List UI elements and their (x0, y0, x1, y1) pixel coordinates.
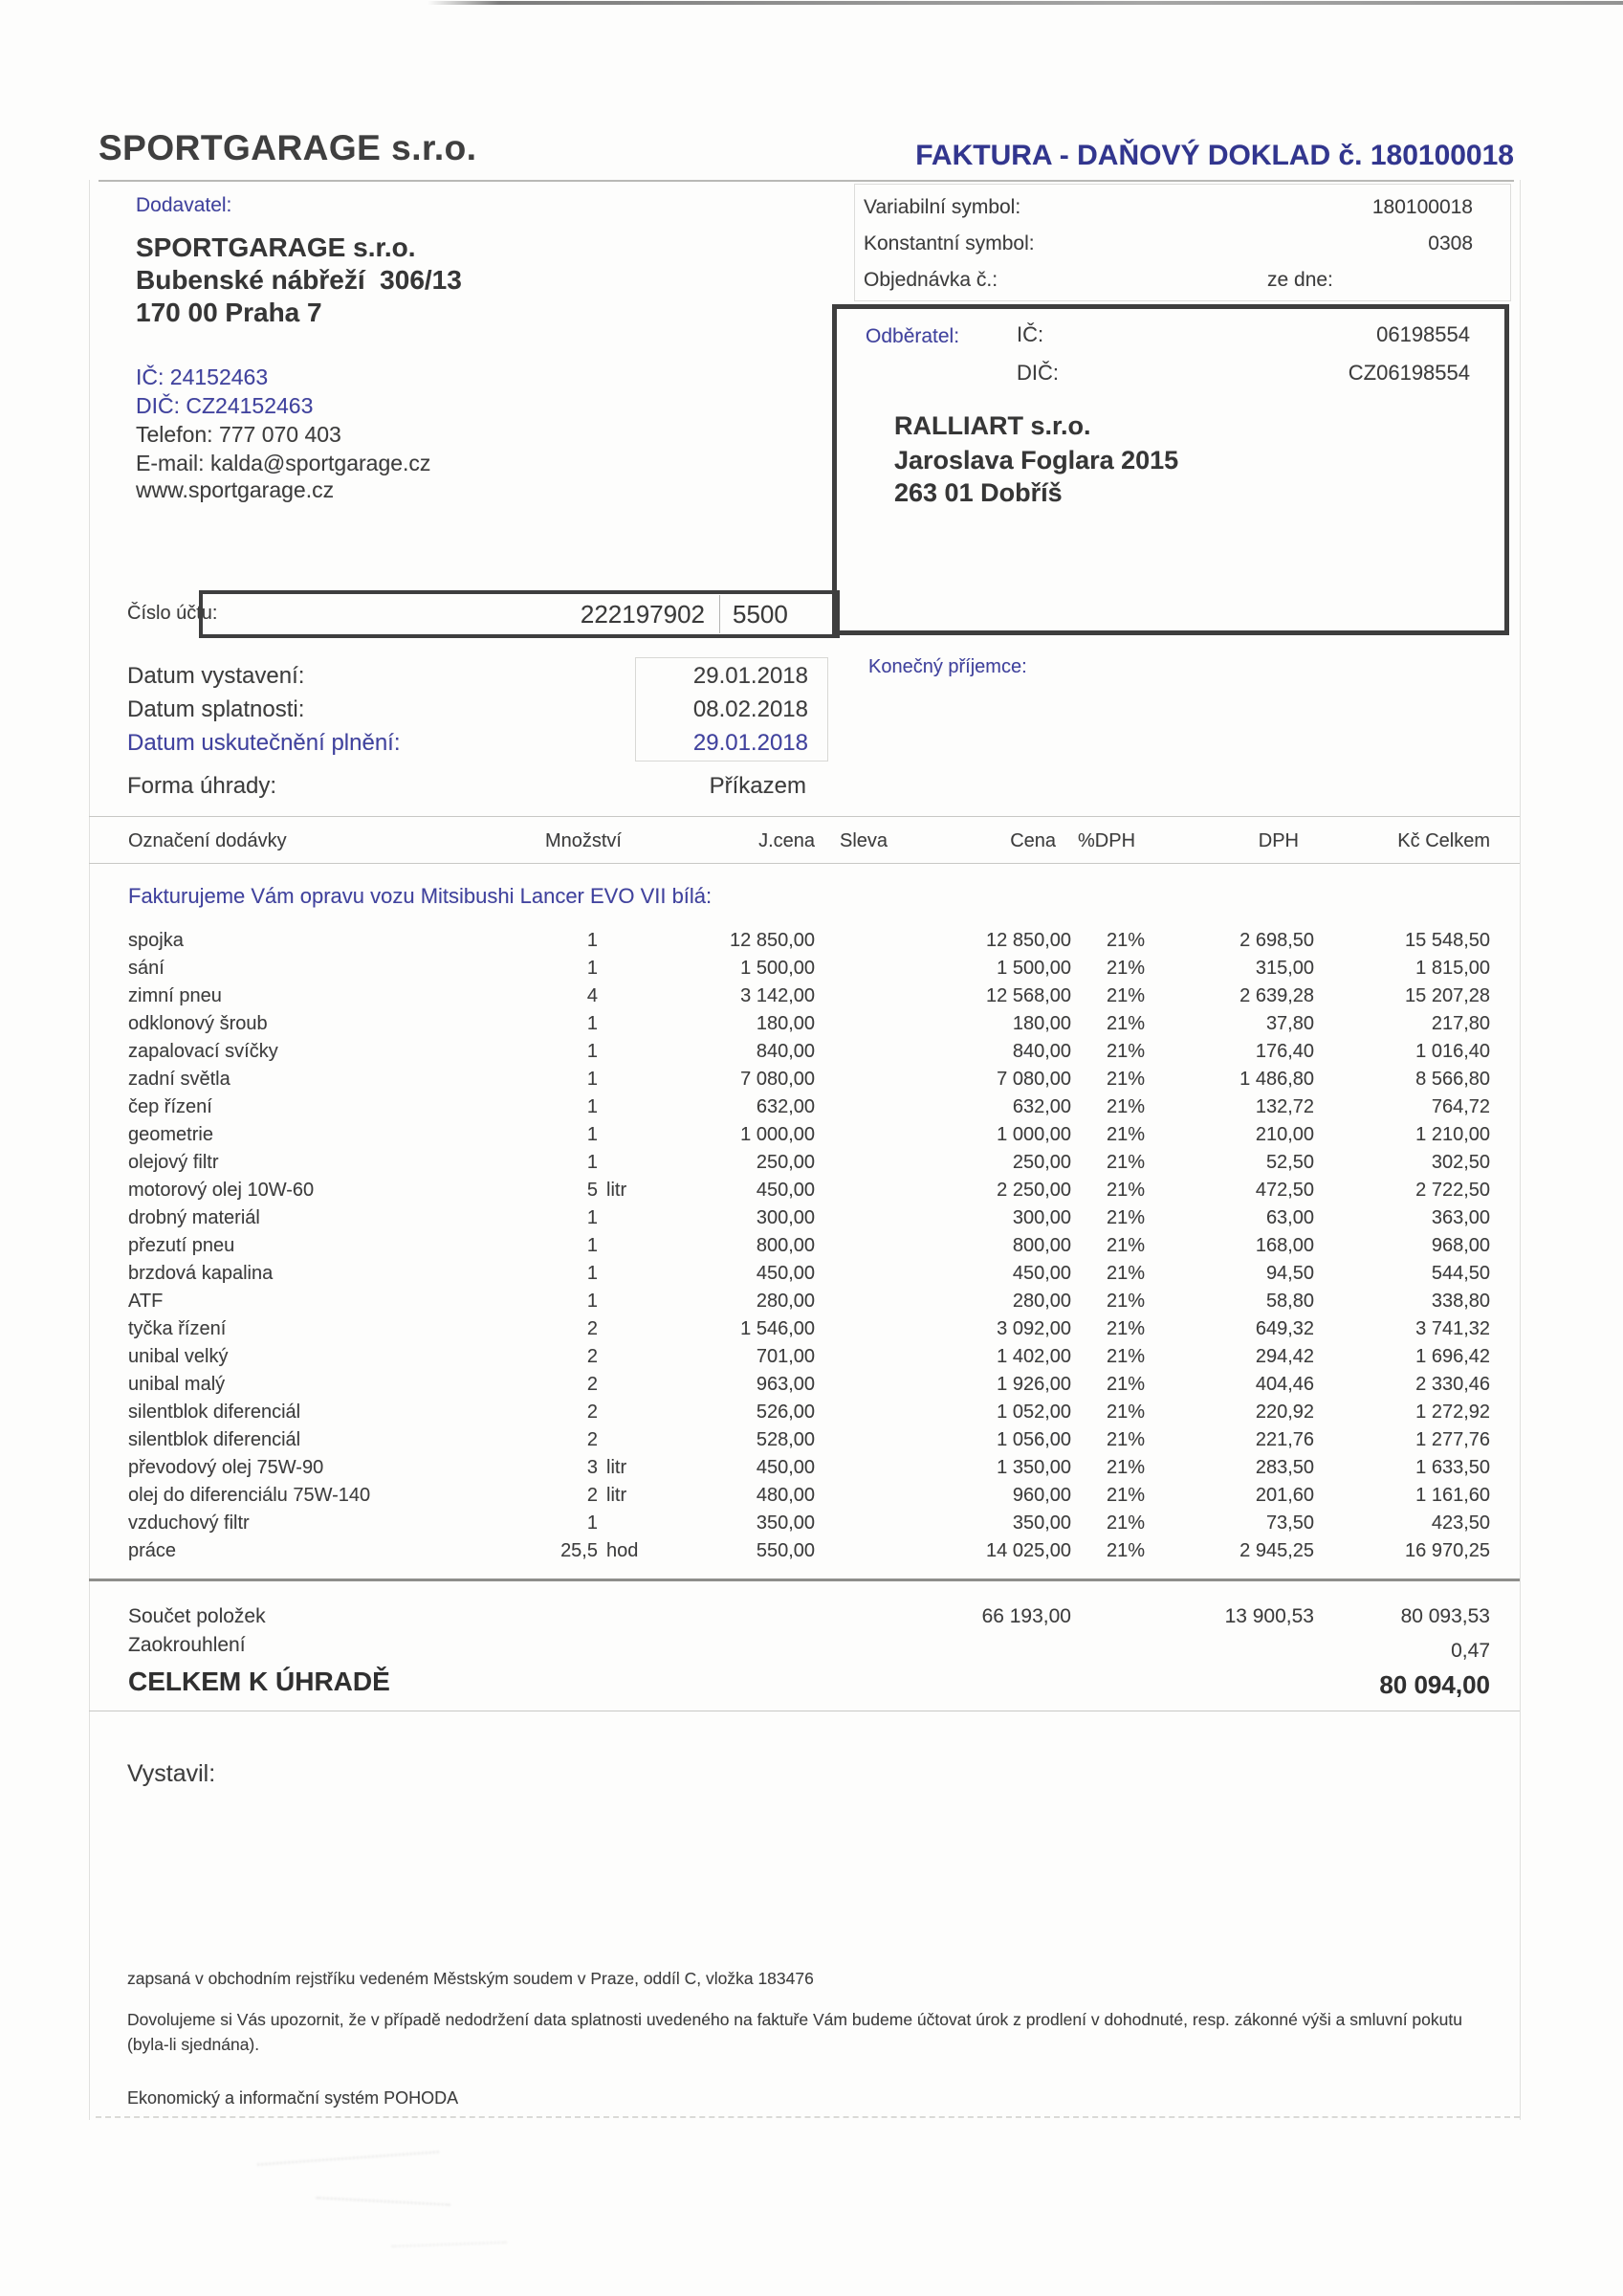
sum-vat-value: 13 900,53 (1224, 1605, 1314, 1627)
item-vat-rate: 21% (1106, 1457, 1145, 1478)
pohoda-system-note: Ekonomický a informační systém POHODA (127, 2088, 459, 2108)
item-unit-price: 526,00 (756, 1402, 815, 1423)
item-name: ATF (128, 1291, 164, 1312)
item-vat-rate: 21% (1106, 1013, 1145, 1034)
item-vat-amount: 404,46 (1255, 1374, 1314, 1395)
item-unit-price: 300,00 (756, 1207, 815, 1228)
item-unit-price: 1 546,00 (740, 1318, 815, 1339)
supplier-ic: IČ: 24152463 (136, 364, 269, 389)
item-vat-amount: 283,50 (1255, 1457, 1314, 1478)
late-payment-note: Dovolujeme si Vás upozornit, že v případě nedodržení data splatnosti uvedeného na faktuře Vám budeme účtovat úrok z prodlení v dohodnuté, resp. zákonné výši a smluvní pokutu (byla-li sjednána). (127, 2010, 1462, 2055)
due-date-label: Datum splatnosti: (127, 696, 305, 722)
item-name: tyčka řízení (128, 1318, 227, 1339)
item-unit-price: 800,00 (756, 1235, 815, 1256)
item-qty: 1 (586, 1235, 598, 1256)
item-name: přezutí pneu (128, 1235, 235, 1256)
customer-dic-label: DIČ: (1017, 361, 1059, 385)
item-unit: hod (606, 1540, 639, 1561)
item-total: 1 633,50 (1415, 1457, 1490, 1478)
taxable-date-value: 29.01.2018 (692, 730, 808, 756)
rounding-value: 0,47 (1451, 1640, 1490, 1662)
col-header-vat-rate: %DPH (1078, 830, 1136, 851)
item-unit-price: 550,00 (756, 1540, 815, 1561)
item-qty: 4 (586, 985, 598, 1006)
item-name: sání (128, 958, 164, 979)
item-total: 1 815,00 (1415, 958, 1490, 979)
col-header-unit-price: J.cena (758, 830, 815, 851)
item-vat-rate: 21% (1106, 1512, 1145, 1534)
item-price: 12 850,00 (986, 930, 1071, 951)
item-unit-price: 528,00 (756, 1429, 815, 1450)
item-name: silentblok diferenciál (128, 1402, 301, 1423)
item-vat-amount: 210,00 (1255, 1124, 1314, 1145)
registry-note: zapsaná v obchodním rejstříku vedeném Městským soudem v Praze, oddíl C, vložka 183476 (127, 1969, 814, 1988)
order-date-label: ze dne: (1267, 269, 1333, 291)
grand-total-value: 80 094,00 (1379, 1670, 1490, 1699)
item-vat-amount: 220,92 (1255, 1402, 1314, 1423)
item-unit: litr (606, 1485, 627, 1506)
item-total: 15 548,50 (1405, 930, 1490, 951)
table-row (0, 1291, 1623, 1318)
item-vat-rate: 21% (1106, 1540, 1145, 1561)
col-header-vat: DPH (1258, 830, 1299, 851)
item-price: 2 250,00 (997, 1180, 1071, 1201)
item-price: 180,00 (1012, 1013, 1071, 1034)
item-vat-amount: 649,32 (1255, 1318, 1314, 1339)
taxable-date-label: Datum uskutečnění plnění: (127, 730, 401, 756)
item-total: 1 210,00 (1415, 1124, 1490, 1145)
item-vat-amount: 52,50 (1265, 1152, 1314, 1173)
item-name: převodový olej 75W-90 (128, 1457, 324, 1478)
item-vat-amount: 201,60 (1255, 1485, 1314, 1506)
payment-method-value: Příkazem (709, 773, 806, 799)
item-vat-rate: 21% (1106, 1207, 1145, 1228)
table-row (0, 1235, 1623, 1263)
table-row (0, 1041, 1623, 1069)
order-number-label: Objednávka č.: (864, 269, 998, 291)
item-price: 840,00 (1012, 1041, 1071, 1062)
item-total: 2 330,46 (1415, 1374, 1490, 1395)
item-name: spojka (128, 930, 184, 951)
item-name: drobný materiál (128, 1207, 260, 1228)
item-price: 1 000,00 (997, 1124, 1071, 1145)
sum-label: Součet položek (128, 1605, 266, 1627)
item-total: 15 207,28 (1405, 985, 1490, 1006)
customer-ic-value: 06198554 (1376, 322, 1470, 346)
item-vat-amount: 176,40 (1255, 1041, 1314, 1062)
item-total: 1 272,92 (1415, 1402, 1490, 1423)
item-price: 3 092,00 (997, 1318, 1071, 1339)
item-total: 363,00 (1431, 1207, 1490, 1228)
table-row (0, 958, 1623, 985)
supplier-dic: DIČ: CZ24152463 (136, 393, 314, 418)
item-price: 450,00 (1012, 1263, 1071, 1284)
item-name: práce (128, 1540, 177, 1561)
item-vat-rate: 21% (1106, 1429, 1145, 1450)
item-qty: 2 (586, 1346, 598, 1367)
item-price: 632,00 (1012, 1096, 1071, 1117)
item-price: 800,00 (1012, 1235, 1071, 1256)
table-row (0, 1429, 1623, 1457)
col-header-discount: Sleva (840, 830, 888, 851)
footer-dashed-rule (96, 2116, 1520, 2118)
pencil-scribble (392, 2241, 508, 2266)
invoice-title: FAKTURA - DAŇOVÝ DOKLAD č. 180100018 (915, 140, 1514, 171)
item-qty: 2 (586, 1374, 598, 1395)
table-row (0, 1152, 1623, 1180)
item-vat-amount: 37,80 (1265, 1013, 1314, 1034)
item-qty: 5 (586, 1180, 598, 1201)
item-unit-price: 1 500,00 (740, 958, 815, 979)
item-unit-price: 480,00 (756, 1485, 815, 1506)
item-qty: 1 (586, 1013, 598, 1034)
table-row (0, 1207, 1623, 1235)
table-row (0, 1013, 1623, 1041)
item-vat-amount: 221,76 (1255, 1429, 1314, 1450)
item-unit: litr (606, 1457, 627, 1478)
customer-name: RALLIART s.r.o. (894, 411, 1091, 440)
account-bank-code: 5500 (733, 600, 788, 629)
item-total: 968,00 (1431, 1235, 1490, 1256)
item-total: 16 970,25 (1405, 1540, 1490, 1561)
item-vat-rate: 21% (1106, 1041, 1145, 1062)
item-total: 544,50 (1431, 1263, 1490, 1284)
payment-method-label: Forma úhrady: (127, 773, 277, 799)
supplier-name: SPORTGARAGE s.r.o. (136, 232, 416, 262)
item-qty: 2 (586, 1318, 598, 1339)
supplier-email: E-mail: kalda@sportgarage.cz (136, 451, 431, 475)
item-vat-amount: 73,50 (1265, 1512, 1314, 1534)
final-recipient-label: Konečný příjemce: (868, 656, 1027, 677)
item-price: 960,00 (1012, 1485, 1071, 1506)
item-unit-price: 280,00 (756, 1291, 815, 1312)
item-price: 1 402,00 (997, 1346, 1071, 1367)
item-qty: 1 (586, 1041, 598, 1062)
item-unit-price: 250,00 (756, 1152, 815, 1173)
item-name: čep řízení (128, 1096, 212, 1117)
table-row (0, 1096, 1623, 1124)
item-qty: 1 (586, 1152, 598, 1173)
table-row (0, 1402, 1623, 1429)
item-price: 350,00 (1012, 1512, 1071, 1534)
item-qty: 1 (586, 1096, 598, 1117)
item-unit-price: 12 850,00 (730, 930, 815, 951)
sum-total-value: 80 093,53 (1400, 1605, 1490, 1627)
col-header-total: Kč Celkem (1397, 830, 1490, 851)
item-vat-amount: 168,00 (1255, 1235, 1314, 1256)
item-unit-price: 450,00 (756, 1457, 815, 1478)
item-qty: 1 (586, 1207, 598, 1228)
constant-symbol-label: Konstantní symbol: (864, 232, 1035, 254)
item-price: 1 052,00 (997, 1402, 1071, 1423)
item-vat-rate: 21% (1106, 930, 1145, 951)
table-row (0, 1540, 1623, 1568)
table-row (0, 1180, 1623, 1207)
item-name: zadní světla (128, 1069, 230, 1090)
item-vat-amount: 63,00 (1265, 1207, 1314, 1228)
col-header-qty: Množství (544, 830, 622, 851)
table-row (0, 1346, 1623, 1374)
issued-by-label: Vystavil: (127, 1760, 216, 1787)
item-vat-amount: 94,50 (1265, 1263, 1314, 1284)
customer-ic-label: IČ: (1017, 322, 1044, 346)
item-qty: 2 (586, 1429, 598, 1450)
item-name: motorový olej 10W-60 (128, 1180, 315, 1201)
col-header-price: Cena (1010, 830, 1056, 851)
variable-symbol-label: Variabilní symbol: (864, 196, 1021, 218)
item-vat-amount: 1 486,80 (1239, 1069, 1314, 1090)
rounding-label: Zaokrouhlení (128, 1634, 246, 1656)
issue-date-label: Datum vystavení: (127, 663, 305, 689)
item-vat-amount: 315,00 (1255, 958, 1314, 979)
item-qty: 1 (586, 1512, 598, 1534)
item-unit-price: 3 142,00 (740, 985, 815, 1006)
item-name: olejový filtr (128, 1152, 219, 1173)
sum-base-value: 66 193,00 (981, 1605, 1071, 1627)
item-unit-price: 180,00 (756, 1013, 815, 1034)
item-name: odklonový šroub (128, 1013, 268, 1034)
item-name: olej do diferenciálu 75W-140 (128, 1485, 371, 1506)
item-qty: 1 (586, 1124, 598, 1145)
item-price: 7 080,00 (997, 1069, 1071, 1090)
constant-symbol-value: 0308 (1428, 232, 1473, 254)
item-price: 12 568,00 (986, 985, 1071, 1006)
item-total: 1 161,60 (1415, 1485, 1490, 1506)
item-total: 338,80 (1431, 1291, 1490, 1312)
item-qty: 3 (586, 1457, 598, 1478)
table-row (0, 1457, 1623, 1485)
item-vat-rate: 21% (1106, 1485, 1145, 1506)
item-vat-rate: 21% (1106, 1402, 1145, 1423)
item-vat-rate: 21% (1106, 1069, 1145, 1090)
item-total: 3 741,32 (1415, 1318, 1490, 1339)
supplier-street: Bubenské nábřeží 306/13 (136, 265, 462, 295)
item-price: 14 025,00 (986, 1540, 1071, 1561)
supplier-city: 170 00 Praha 7 (136, 298, 322, 327)
company-title: SPORTGARAGE s.r.o. (99, 128, 477, 167)
item-qty: 25,5 (560, 1540, 598, 1561)
pencil-scribble (315, 2197, 450, 2228)
item-vat-rate: 21% (1106, 1263, 1145, 1284)
item-vat-rate: 21% (1106, 958, 1145, 979)
item-unit-price: 701,00 (756, 1346, 815, 1367)
issue-date-value: 29.01.2018 (692, 663, 808, 689)
table-row (0, 930, 1623, 958)
item-vat-rate: 21% (1106, 1235, 1145, 1256)
item-name: zapalovací svíčky (128, 1041, 278, 1062)
item-price: 250,00 (1012, 1152, 1071, 1173)
item-vat-rate: 21% (1106, 1318, 1145, 1339)
item-vat-amount: 58,80 (1265, 1291, 1314, 1312)
grand-total-label: CELKEM K ÚHRADĚ (128, 1667, 390, 1696)
account-separator (719, 595, 720, 633)
item-total: 423,50 (1431, 1512, 1490, 1534)
customer-street: Jaroslava Foglara 2015 (894, 446, 1179, 475)
supplier-web: www.sportgarage.cz (136, 477, 335, 502)
item-unit-price: 350,00 (756, 1512, 815, 1534)
table-top-rule (89, 816, 1520, 817)
item-qty: 1 (586, 958, 598, 979)
table-row (0, 1485, 1623, 1512)
item-vat-rate: 21% (1106, 1291, 1145, 1312)
item-unit: litr (606, 1180, 627, 1201)
item-total: 8 566,80 (1415, 1069, 1490, 1090)
item-name: unibal velký (128, 1346, 229, 1367)
item-total: 302,50 (1431, 1152, 1490, 1173)
item-price: 280,00 (1012, 1291, 1071, 1312)
item-total: 1 016,40 (1415, 1041, 1490, 1062)
item-qty: 2 (586, 1402, 598, 1423)
item-price: 1 056,00 (997, 1429, 1071, 1450)
item-name: zimní pneu (128, 985, 222, 1006)
due-date-value: 08.02.2018 (692, 696, 808, 722)
item-name: unibal malý (128, 1374, 226, 1395)
item-qty: 2 (586, 1485, 598, 1506)
variable-symbol-value: 180100018 (1371, 196, 1473, 218)
item-total: 217,80 (1431, 1013, 1490, 1034)
col-header-item: Označení dodávky (128, 830, 287, 851)
item-price: 1 500,00 (997, 958, 1071, 979)
item-vat-rate: 21% (1106, 1152, 1145, 1173)
item-total: 1 277,76 (1415, 1429, 1490, 1450)
item-vat-amount: 2 698,50 (1239, 930, 1314, 951)
item-total: 764,72 (1431, 1096, 1490, 1117)
item-vat-rate: 21% (1106, 985, 1145, 1006)
item-qty: 1 (586, 1291, 598, 1312)
supplier-phone: Telefon: 777 070 403 (136, 422, 341, 447)
item-unit-price: 1 000,00 (740, 1124, 815, 1145)
item-price: 300,00 (1012, 1207, 1071, 1228)
item-name: silentblok diferenciál (128, 1429, 301, 1450)
table-row (0, 1069, 1623, 1096)
item-unit-price: 450,00 (756, 1263, 815, 1284)
item-name: vzduchový filtr (128, 1512, 250, 1534)
item-name: geometrie (128, 1124, 213, 1145)
item-vat-amount: 294,42 (1255, 1346, 1314, 1367)
item-qty: 1 (586, 930, 598, 951)
table-row (0, 1263, 1623, 1291)
table-row (0, 1374, 1623, 1402)
item-price: 1 926,00 (997, 1374, 1071, 1395)
item-unit-price: 632,00 (756, 1096, 815, 1117)
table-row (0, 1512, 1623, 1540)
item-total: 2 722,50 (1415, 1180, 1490, 1201)
table-row (0, 985, 1623, 1013)
item-total: 1 696,42 (1415, 1346, 1490, 1367)
customer-section-label: Odběratel: (866, 325, 960, 347)
totals-top-rule (89, 1578, 1520, 1581)
item-qty: 1 (586, 1263, 598, 1284)
table-row (0, 1318, 1623, 1346)
item-vat-amount: 2 945,25 (1239, 1540, 1314, 1561)
item-vat-rate: 21% (1106, 1346, 1145, 1367)
item-name: brzdová kapalina (128, 1263, 274, 1284)
customer-city: 263 01 Dobříš (894, 478, 1063, 507)
supplier-section-label: Dodavatel: (136, 194, 232, 216)
account-label: Číslo účtu: (127, 603, 218, 624)
item-vat-amount: 132,72 (1255, 1096, 1314, 1117)
table-row (0, 1124, 1623, 1152)
item-vat-rate: 21% (1106, 1096, 1145, 1117)
item-vat-amount: 2 639,28 (1239, 985, 1314, 1006)
scan-edge-artifact (428, 1, 1623, 5)
invoice-intro-line: Fakturujeme Vám opravu vozu Mitsibushi Lancer EVO VII bílá: (128, 884, 713, 908)
pencil-scribble (257, 2151, 441, 2194)
item-unit-price: 840,00 (756, 1041, 815, 1062)
item-price: 1 350,00 (997, 1457, 1071, 1478)
item-vat-rate: 21% (1106, 1124, 1145, 1145)
item-vat-amount: 472,50 (1255, 1180, 1314, 1201)
account-number: 222197902 (580, 600, 705, 629)
item-qty: 1 (586, 1069, 598, 1090)
item-unit-price: 450,00 (756, 1180, 815, 1201)
table-header-rule (89, 863, 1520, 864)
header-divider (99, 180, 1514, 182)
item-unit-price: 963,00 (756, 1374, 815, 1395)
item-unit-price: 7 080,00 (740, 1069, 815, 1090)
customer-dic-value: CZ06198554 (1348, 361, 1470, 385)
item-vat-rate: 21% (1106, 1374, 1145, 1395)
item-vat-rate: 21% (1106, 1180, 1145, 1201)
